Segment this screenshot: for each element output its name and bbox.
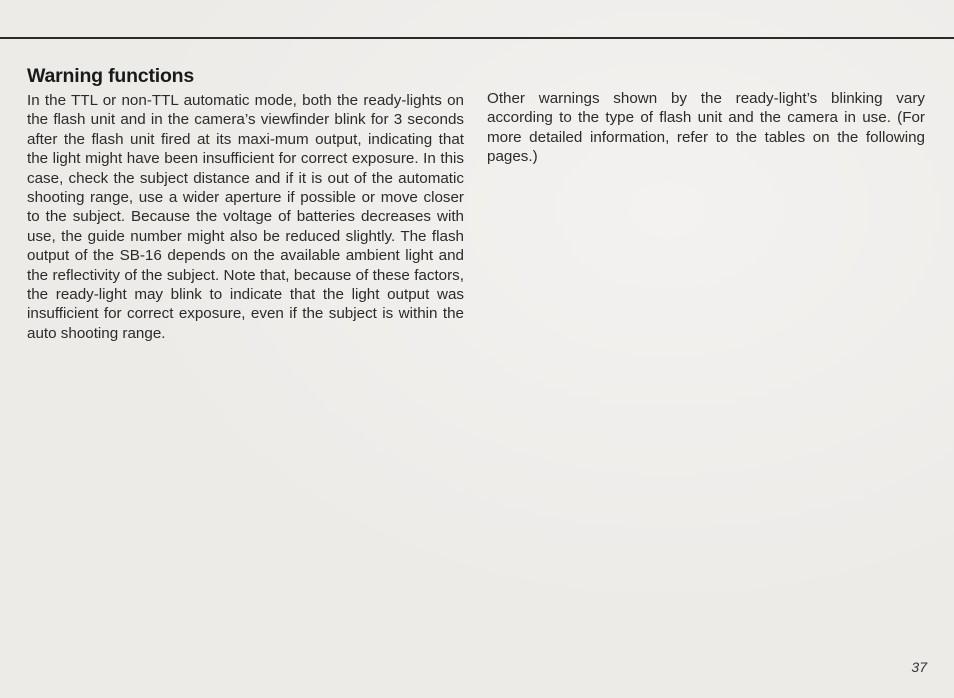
page-number: 37 [911, 659, 927, 675]
left-body-paragraph: In the TTL or non-TTL automatic mode, both the ready-lights on the flash unit and in the camera’s viewfinder blink for 3 seconds after the flash unit fired at its maxi-mum output, indicating that the light might have been insufficient for correct exposure. In this case, check the subject distance and if it is out of the automatic shooting range, use a wider aperture if possible or move closer to the subject. Because the voltage of batteries decreases with use, the guide number might also be reduced slightly. The flash output of the SB-16 depends on the available ambient light and the reflectivity of the subject. Note that, because of these factors, the ready-light may blink to indicate that the light output was insufficient for correct exposure, even if the subject is within the auto shooting range. [27, 92, 464, 342]
right-body-paragraph: Other warnings shown by the ready-light’s blinking vary according to the type of flash unit and the camera in use. (For more detailed information, refer to the tables on the following pages.) [487, 90, 925, 166]
left-column [27, 64, 464, 343]
right-column [487, 89, 925, 167]
top-rule-divider [0, 37, 954, 39]
section-heading: Warning functions [27, 65, 195, 87]
